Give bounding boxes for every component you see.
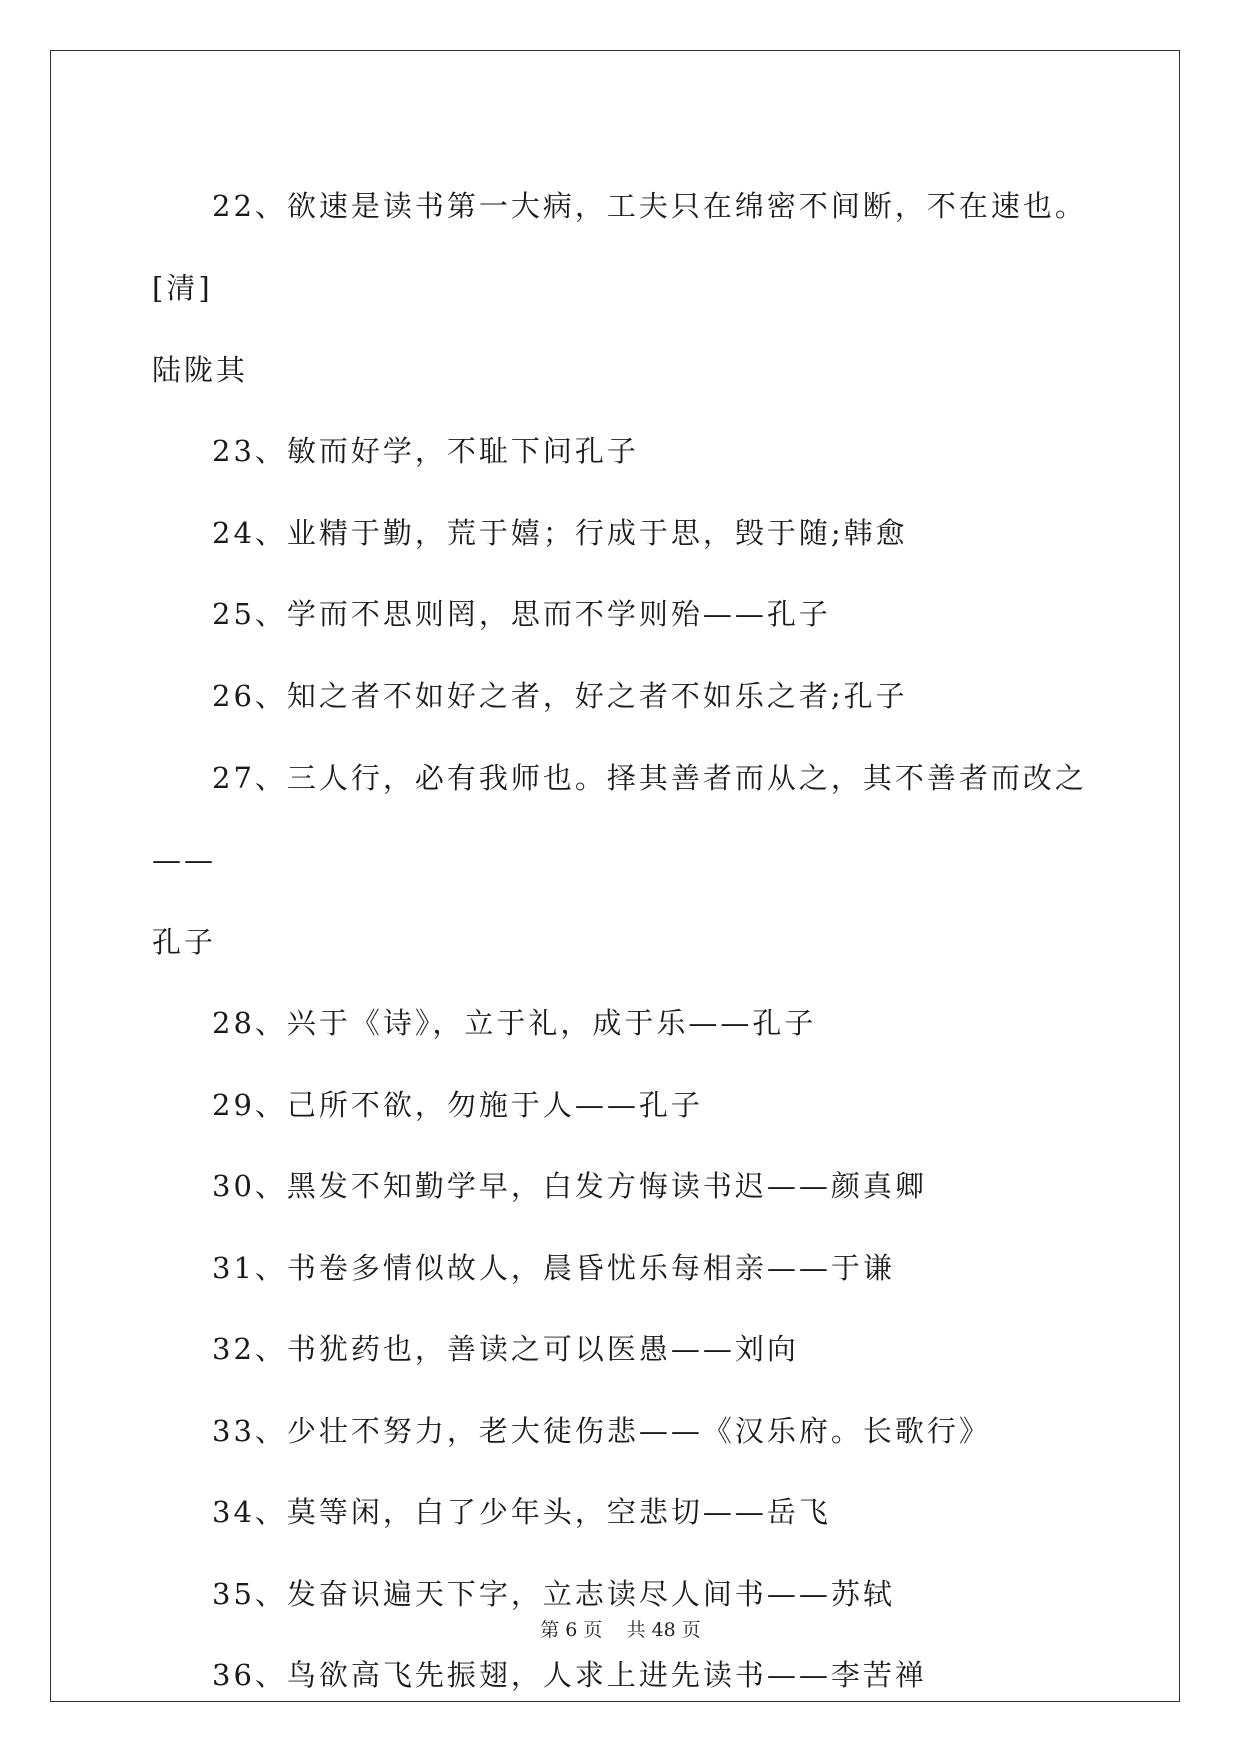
quote-26: 26、知之者不如好之者，好之者不如乐之者;孔子 bbox=[212, 678, 908, 713]
quote-33: 33、少壮不努力，老大徒伤悲——《汉乐府。长歌行》 bbox=[212, 1413, 991, 1448]
quote-28: 28、兴于《诗》，立于礼，成于乐——孔子 bbox=[212, 1006, 817, 1040]
quote-36: 36、鸟欲高飞先振翅，人求上进先读书——李苦禅 bbox=[212, 1658, 927, 1692]
quote-23: 23、敏而好学，不耻下问孔子 bbox=[212, 434, 639, 468]
quote-27 bbox=[152, 737, 1087, 983]
quote-31: 31、书卷多情似故人，晨昏忧乐每相亲——于谦 bbox=[212, 1250, 895, 1285]
quote-22-line-2: 陆陇其 bbox=[152, 353, 249, 387]
quote-32: 32、书犹药也，善读之可以医愚——刘向 bbox=[212, 1332, 799, 1366]
quote-29: 29、己所不欲，勿施于人——孔子 bbox=[212, 1087, 703, 1122]
quote-24: 24、业精于勤，荒于嬉；行成于思，毁于随;韩愈 bbox=[212, 515, 908, 550]
document-body bbox=[152, 165, 1087, 1717]
quote-35: 35、发奋识遍天下字，立志读尽人间书——苏轼 bbox=[212, 1576, 895, 1611]
quote-27-line-2: 孔子 bbox=[152, 925, 217, 959]
quote-22-line-1: 22、欲速是读书第一大病，工夫只在绵密不间断，不在速也。[清] bbox=[152, 189, 1087, 305]
page-footer: 第 6 页 共 48 页 bbox=[540, 1619, 701, 1641]
quote-30: 30、黑发不知勤学早，白发方悔读书迟——颜真卿 bbox=[212, 1169, 927, 1203]
quote-34: 34、莫等闲，白了少年头，空悲切——岳飞 bbox=[212, 1495, 831, 1529]
quote-27-line-1: 27、三人行，必有我师也。择其善者而从之，其不善者而改之—— bbox=[152, 761, 1087, 877]
quote-22 bbox=[152, 165, 1087, 411]
quote-25: 25、学而不思则罔，思而不学则殆——孔子 bbox=[212, 597, 831, 631]
